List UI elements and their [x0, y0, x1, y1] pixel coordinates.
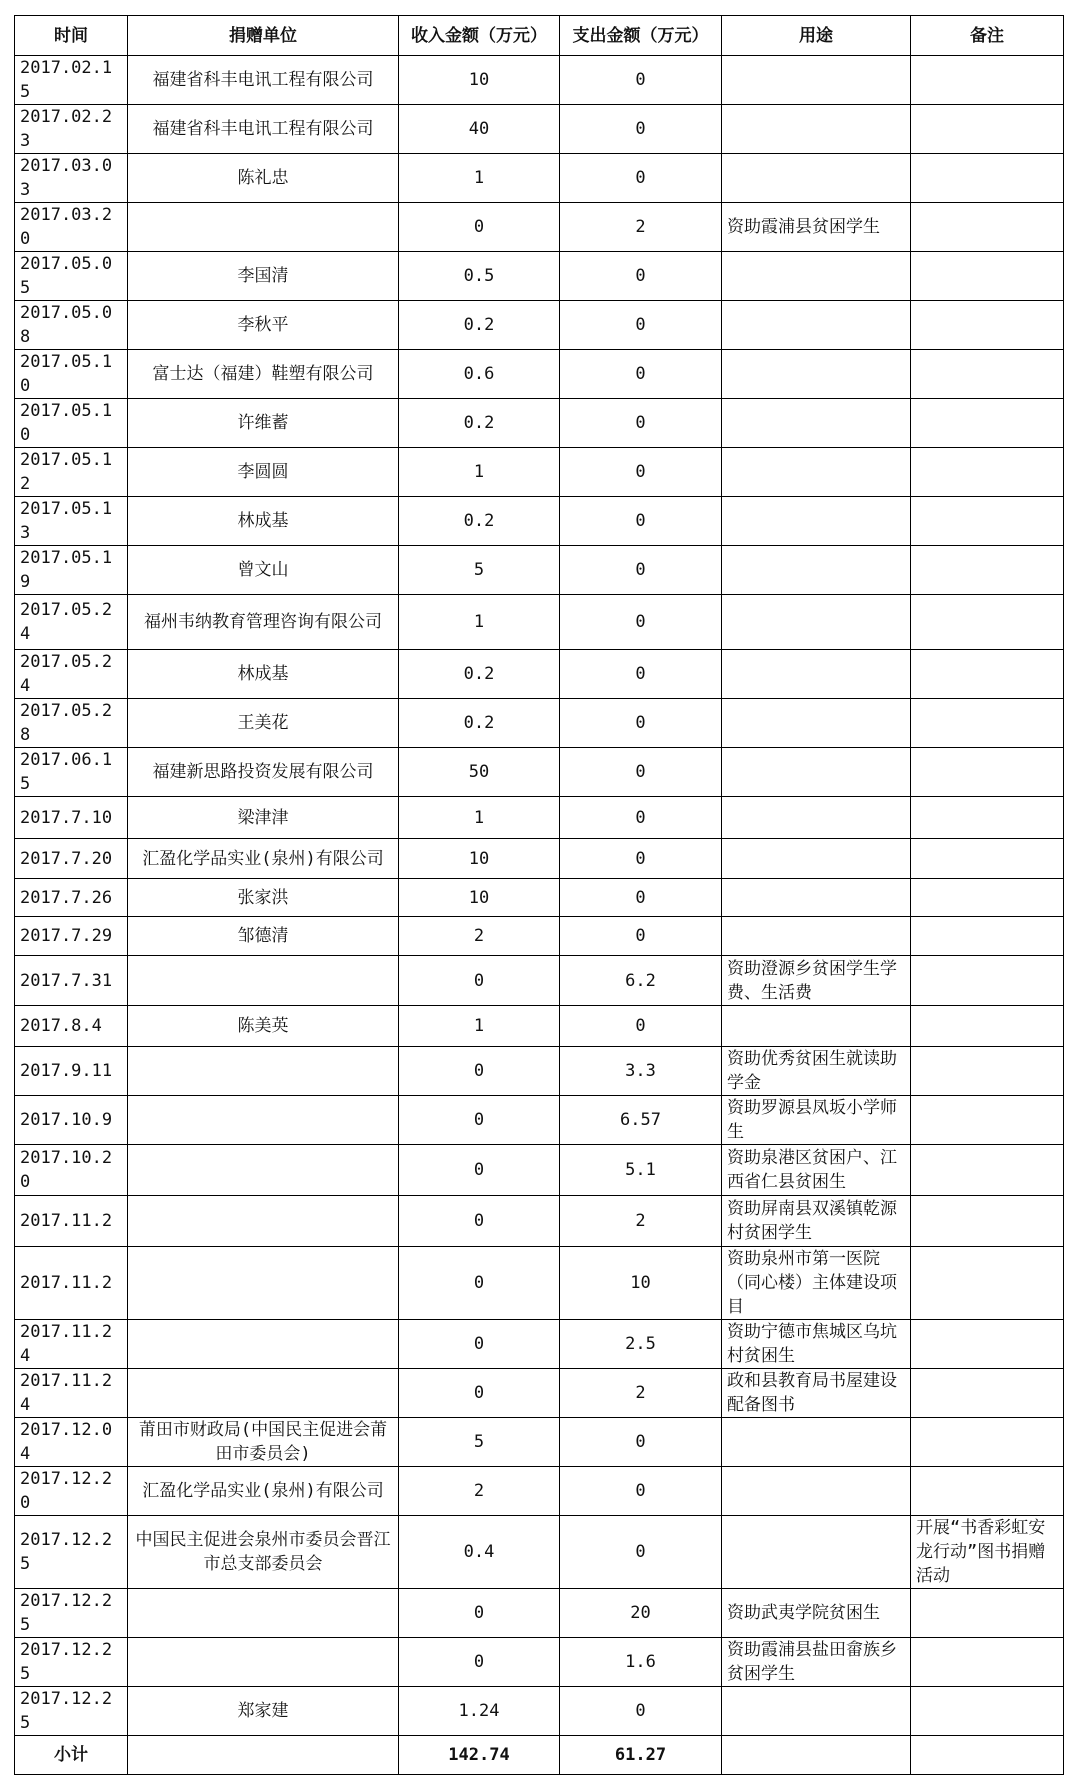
cell-donor: 邹德清 — [128, 917, 399, 956]
cell-note — [911, 301, 1064, 350]
cell-date: 2017.7.26 — [15, 879, 128, 917]
donation-table — [14, 15, 1064, 1775]
table-row — [15, 956, 1064, 1006]
cell-note — [911, 203, 1064, 252]
cell-income: 0.4 — [399, 1516, 560, 1589]
cell-donor: 汇盈化学品实业(泉州)有限公司 — [128, 1467, 399, 1516]
cell-income: 1 — [399, 797, 560, 839]
header-note: 备注 — [911, 16, 1064, 56]
cell-use: 资助泉州市第一医院（同心楼）主体建设项目 — [722, 1247, 911, 1320]
cell-note — [911, 1320, 1064, 1369]
cell-date: 2017.11.2 — [15, 1247, 128, 1320]
cell-expense: 0 — [560, 650, 722, 699]
cell-expense: 6.57 — [560, 1096, 722, 1145]
cell-note — [911, 879, 1064, 917]
cell-donor: 福建新思路投资发展有限公司 — [128, 748, 399, 797]
cell-note — [911, 1247, 1064, 1320]
cell-date: 2017.05.19 — [15, 546, 128, 595]
cell-expense: 0 — [560, 1418, 722, 1467]
table-row — [15, 1687, 1064, 1736]
cell-income: 0.2 — [399, 399, 560, 448]
table-row — [15, 1047, 1064, 1096]
cell-use — [722, 497, 911, 546]
cell-income: 0.6 — [399, 350, 560, 399]
table-row — [15, 839, 1064, 879]
cell-expense: 0 — [560, 1006, 722, 1047]
cell-expense: 0 — [560, 546, 722, 595]
cell-note — [911, 105, 1064, 154]
cell-income: 2 — [399, 1467, 560, 1516]
table-row — [15, 1467, 1064, 1516]
header-donor: 捐赠单位 — [128, 16, 399, 56]
table-row — [15, 1096, 1064, 1145]
total-row — [15, 1736, 1064, 1775]
cell-income: 1.24 — [399, 1687, 560, 1736]
cell-date: 2017.12.25 — [15, 1687, 128, 1736]
cell-income: 0 — [399, 1196, 560, 1247]
cell-income: 0.2 — [399, 650, 560, 699]
table-row — [15, 595, 1064, 650]
cell-expense: 10 — [560, 1247, 722, 1320]
cell-note — [911, 1096, 1064, 1145]
table-row — [15, 917, 1064, 956]
cell-expense: 6.2 — [560, 956, 722, 1006]
cell-note — [911, 917, 1064, 956]
cell-date: 2017.02.23 — [15, 105, 128, 154]
cell-note — [911, 699, 1064, 748]
cell-income: 50 — [399, 748, 560, 797]
cell-use — [722, 1687, 911, 1736]
cell-income: 0 — [399, 956, 560, 1006]
cell-donor: 福建省科丰电讯工程有限公司 — [128, 105, 399, 154]
table-row — [15, 448, 1064, 497]
cell-note — [911, 1638, 1064, 1687]
total-use — [722, 1736, 911, 1775]
donation-table-container — [14, 15, 1063, 1775]
cell-use — [722, 1467, 911, 1516]
cell-note — [911, 497, 1064, 546]
cell-use: 资助武夷学院贫困生 — [722, 1589, 911, 1638]
cell-donor: 梁津津 — [128, 797, 399, 839]
table-row — [15, 879, 1064, 917]
cell-donor: 张家洪 — [128, 879, 399, 917]
cell-donor — [128, 1247, 399, 1320]
cell-use — [722, 105, 911, 154]
cell-use — [722, 650, 911, 699]
cell-note — [911, 1196, 1064, 1247]
cell-donor: 汇盈化学品实业(泉州)有限公司 — [128, 839, 399, 879]
cell-date: 2017.03.03 — [15, 154, 128, 203]
table-row — [15, 301, 1064, 350]
cell-date: 2017.11.2 — [15, 1196, 128, 1247]
cell-date: 2017.03.20 — [15, 203, 128, 252]
cell-use — [722, 56, 911, 105]
cell-date: 2017.11.24 — [15, 1369, 128, 1418]
cell-donor — [128, 1047, 399, 1096]
cell-income: 5 — [399, 546, 560, 595]
table-row — [15, 1247, 1064, 1320]
table-row — [15, 252, 1064, 301]
cell-date: 2017.12.25 — [15, 1589, 128, 1638]
cell-use — [722, 839, 911, 879]
cell-date: 2017.06.15 — [15, 748, 128, 797]
cell-expense: 1.6 — [560, 1638, 722, 1687]
cell-donor: 林成基 — [128, 650, 399, 699]
cell-income: 5 — [399, 1418, 560, 1467]
cell-income: 0 — [399, 1320, 560, 1369]
cell-use: 资助优秀贫困生就读助学金 — [722, 1047, 911, 1096]
cell-donor — [128, 956, 399, 1006]
cell-expense: 3.3 — [560, 1047, 722, 1096]
cell-date: 2017.05.08 — [15, 301, 128, 350]
table-row — [15, 203, 1064, 252]
cell-note — [911, 1467, 1064, 1516]
cell-donor: 曾文山 — [128, 546, 399, 595]
cell-expense: 0 — [560, 1516, 722, 1589]
table-row — [15, 105, 1064, 154]
cell-donor — [128, 1369, 399, 1418]
cell-use — [722, 797, 911, 839]
cell-donor — [128, 203, 399, 252]
cell-use: 资助屏南县双溪镇乾源村贫困学生 — [722, 1196, 911, 1247]
cell-income: 0.2 — [399, 497, 560, 546]
total-donor — [128, 1736, 399, 1775]
cell-income: 1 — [399, 154, 560, 203]
cell-income: 0.2 — [399, 301, 560, 350]
cell-date: 2017.7.31 — [15, 956, 128, 1006]
cell-use — [722, 595, 911, 650]
cell-date: 2017.11.24 — [15, 1320, 128, 1369]
cell-date: 2017.10.9 — [15, 1096, 128, 1145]
cell-donor: 中国民主促进会泉州市委员会晋江市总支部委员会 — [128, 1516, 399, 1589]
cell-income: 1 — [399, 448, 560, 497]
cell-income: 0 — [399, 1589, 560, 1638]
cell-date: 2017.05.12 — [15, 448, 128, 497]
cell-use: 政和县教育局书屋建设配备图书 — [722, 1369, 911, 1418]
cell-expense: 0 — [560, 105, 722, 154]
cell-use: 资助罗源县凤坂小学师生 — [722, 1096, 911, 1145]
header-income: 收入金额（万元） — [399, 16, 560, 56]
cell-date: 2017.7.29 — [15, 917, 128, 956]
cell-donor — [128, 1638, 399, 1687]
cell-date: 2017.05.24 — [15, 650, 128, 699]
cell-expense: 0 — [560, 448, 722, 497]
cell-use — [722, 546, 911, 595]
cell-donor: 福州韦纳教育管理咨询有限公司 — [128, 595, 399, 650]
cell-expense: 0 — [560, 797, 722, 839]
cell-note — [911, 546, 1064, 595]
cell-note — [911, 1006, 1064, 1047]
table-row — [15, 1145, 1064, 1196]
cell-expense: 20 — [560, 1589, 722, 1638]
cell-use — [722, 399, 911, 448]
table-row — [15, 56, 1064, 105]
cell-donor — [128, 1196, 399, 1247]
table-row — [15, 1589, 1064, 1638]
cell-income: 2 — [399, 917, 560, 956]
table-row — [15, 546, 1064, 595]
table-row — [15, 1320, 1064, 1369]
cell-expense: 0 — [560, 56, 722, 105]
cell-use — [722, 748, 911, 797]
cell-note — [911, 1145, 1064, 1196]
table-row — [15, 650, 1064, 699]
cell-date: 2017.05.10 — [15, 399, 128, 448]
cell-expense: 5.1 — [560, 1145, 722, 1196]
cell-expense: 2.5 — [560, 1320, 722, 1369]
cell-note — [911, 1687, 1064, 1736]
cell-note — [911, 252, 1064, 301]
cell-use — [722, 252, 911, 301]
cell-note — [911, 1369, 1064, 1418]
cell-expense: 0 — [560, 301, 722, 350]
cell-expense: 0 — [560, 399, 722, 448]
total-label: 小计 — [15, 1736, 128, 1775]
cell-expense: 0 — [560, 879, 722, 917]
cell-donor: 许维蓄 — [128, 399, 399, 448]
table-row — [15, 1418, 1064, 1467]
table-row — [15, 1638, 1064, 1687]
cell-use — [722, 699, 911, 748]
cell-income: 0 — [399, 1247, 560, 1320]
cell-expense: 0 — [560, 497, 722, 546]
cell-use — [722, 154, 911, 203]
table-row — [15, 350, 1064, 399]
cell-note — [911, 1418, 1064, 1467]
cell-income: 40 — [399, 105, 560, 154]
cell-income: 0 — [399, 1096, 560, 1145]
header-use: 用途 — [722, 16, 911, 56]
table-row — [15, 154, 1064, 203]
cell-donor: 李秋平 — [128, 301, 399, 350]
cell-expense: 0 — [560, 1467, 722, 1516]
cell-donor: 陈礼忠 — [128, 154, 399, 203]
cell-date: 2017.12.25 — [15, 1638, 128, 1687]
cell-note: 开展“书香彩虹安龙行动”图书捐赠活动 — [911, 1516, 1064, 1589]
total-income: 142.74 — [399, 1736, 560, 1775]
cell-note — [911, 839, 1064, 879]
cell-income: 0 — [399, 1145, 560, 1196]
cell-income: 0 — [399, 1047, 560, 1096]
cell-date: 2017.7.20 — [15, 839, 128, 879]
cell-expense: 0 — [560, 917, 722, 956]
cell-expense: 0 — [560, 748, 722, 797]
table-row — [15, 497, 1064, 546]
cell-note — [911, 350, 1064, 399]
cell-date: 2017.12.20 — [15, 1467, 128, 1516]
cell-donor — [128, 1589, 399, 1638]
cell-income: 10 — [399, 879, 560, 917]
cell-donor — [128, 1096, 399, 1145]
table-row — [15, 1516, 1064, 1589]
cell-note — [911, 399, 1064, 448]
cell-date: 2017.7.10 — [15, 797, 128, 839]
cell-date: 2017.02.15 — [15, 56, 128, 105]
cell-donor: 李国清 — [128, 252, 399, 301]
table-row — [15, 797, 1064, 839]
cell-use — [722, 917, 911, 956]
cell-note — [911, 56, 1064, 105]
cell-date: 2017.12.04 — [15, 1418, 128, 1467]
cell-note — [911, 1047, 1064, 1096]
cell-income: 10 — [399, 56, 560, 105]
cell-use — [722, 1516, 911, 1589]
cell-note — [911, 748, 1064, 797]
cell-note — [911, 154, 1064, 203]
table-row — [15, 699, 1064, 748]
cell-use: 资助泉港区贫困户、江西省仁县贫困生 — [722, 1145, 911, 1196]
cell-note — [911, 1589, 1064, 1638]
cell-expense: 0 — [560, 350, 722, 399]
cell-date: 2017.05.24 — [15, 595, 128, 650]
cell-use — [722, 1006, 911, 1047]
cell-expense: 2 — [560, 203, 722, 252]
cell-use: 资助霞浦县盐田畲族乡贫困学生 — [722, 1638, 911, 1687]
cell-date: 2017.9.11 — [15, 1047, 128, 1096]
cell-donor: 王美花 — [128, 699, 399, 748]
cell-expense: 0 — [560, 1687, 722, 1736]
total-note — [911, 1736, 1064, 1775]
cell-expense: 0 — [560, 839, 722, 879]
cell-donor: 陈美英 — [128, 1006, 399, 1047]
cell-use — [722, 1418, 911, 1467]
cell-note — [911, 797, 1064, 839]
table-header-row — [15, 16, 1064, 56]
cell-income: 0 — [399, 1638, 560, 1687]
cell-note — [911, 595, 1064, 650]
table-row — [15, 399, 1064, 448]
cell-income: 0 — [399, 1369, 560, 1418]
cell-expense: 0 — [560, 595, 722, 650]
cell-donor: 李圆圆 — [128, 448, 399, 497]
cell-use: 资助宁德市焦城区乌坑村贫困生 — [722, 1320, 911, 1369]
cell-income: 10 — [399, 839, 560, 879]
header-date: 时间 — [15, 16, 128, 56]
cell-note — [911, 448, 1064, 497]
cell-use: 资助澄源乡贫困学生学费、生活费 — [722, 956, 911, 1006]
cell-date: 2017.05.10 — [15, 350, 128, 399]
cell-use — [722, 301, 911, 350]
cell-donor: 林成基 — [128, 497, 399, 546]
cell-date: 2017.12.25 — [15, 1516, 128, 1589]
cell-donor: 福建省科丰电讯工程有限公司 — [128, 56, 399, 105]
cell-date: 2017.8.4 — [15, 1006, 128, 1047]
cell-donor — [128, 1320, 399, 1369]
cell-use — [722, 448, 911, 497]
cell-donor — [128, 1145, 399, 1196]
cell-income: 0.2 — [399, 699, 560, 748]
cell-date: 2017.05.13 — [15, 497, 128, 546]
cell-note — [911, 650, 1064, 699]
cell-note — [911, 956, 1064, 1006]
total-expense: 61.27 — [560, 1736, 722, 1775]
table-row — [15, 1006, 1064, 1047]
cell-use: 资助霞浦县贫困学生 — [722, 203, 911, 252]
table-row — [15, 1369, 1064, 1418]
cell-date: 2017.05.28 — [15, 699, 128, 748]
cell-expense: 0 — [560, 154, 722, 203]
cell-donor: 郑家建 — [128, 1687, 399, 1736]
cell-expense: 2 — [560, 1196, 722, 1247]
cell-expense: 0 — [560, 699, 722, 748]
cell-expense: 2 — [560, 1369, 722, 1418]
header-expense: 支出金额（万元） — [560, 16, 722, 56]
cell-income: 1 — [399, 595, 560, 650]
cell-income: 0 — [399, 203, 560, 252]
cell-income: 0.5 — [399, 252, 560, 301]
cell-use — [722, 879, 911, 917]
cell-date: 2017.05.05 — [15, 252, 128, 301]
cell-use — [722, 350, 911, 399]
cell-date: 2017.10.20 — [15, 1145, 128, 1196]
cell-expense: 0 — [560, 252, 722, 301]
table-row — [15, 748, 1064, 797]
cell-income: 1 — [399, 1006, 560, 1047]
cell-donor: 莆田市财政局(中国民主促进会莆田市委员会) — [128, 1418, 399, 1467]
cell-donor: 富士达（福建）鞋塑有限公司 — [128, 350, 399, 399]
table-row — [15, 1196, 1064, 1247]
